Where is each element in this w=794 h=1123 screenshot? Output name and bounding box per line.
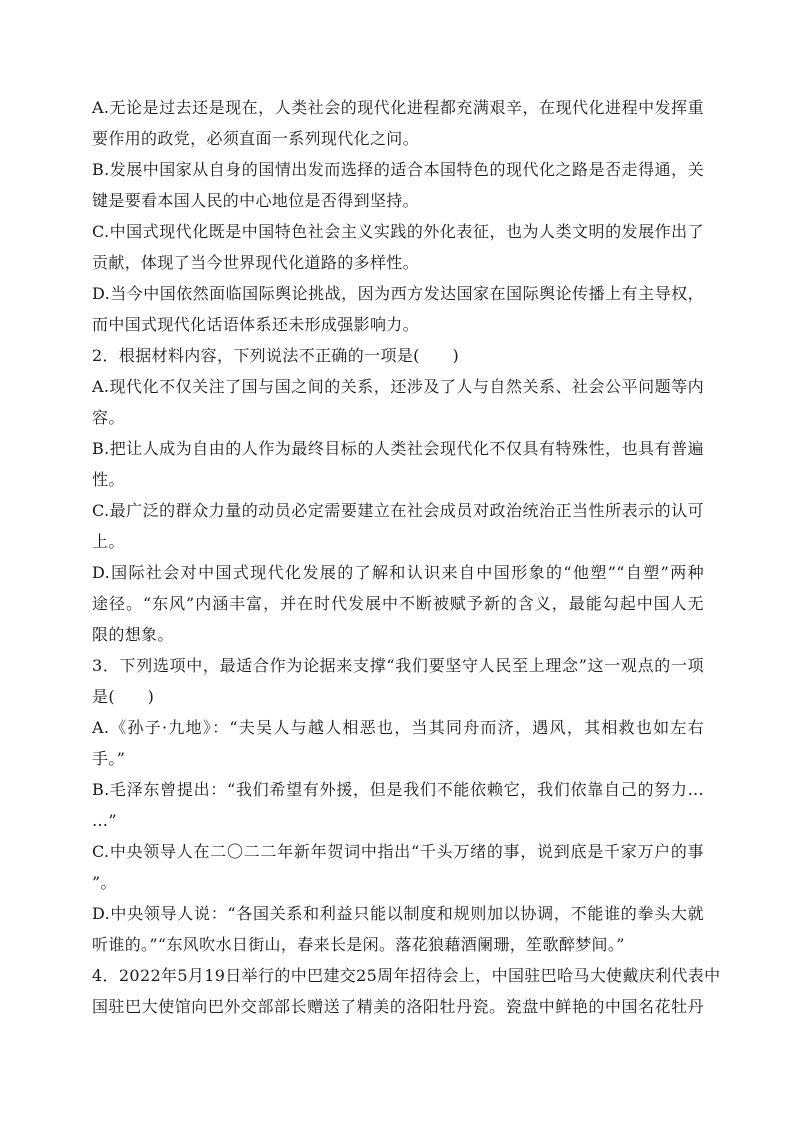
text-line: A.现代化不仅关注了国与国之间的关系，还涉及了人与自然关系、社会公平问题等内 xyxy=(92,377,704,396)
text-line: 手。” xyxy=(92,749,126,768)
text-line: 限的想象。 xyxy=(92,625,174,644)
text-line: 性。 xyxy=(92,470,125,489)
text-line: 贡献，体现了当今世界现代化道路的多样性。 xyxy=(92,253,420,272)
text-line: C.中央领导人在二〇二二年新年贺词中指出“千头万绪的事，说到底是千家万户的事 xyxy=(92,842,704,861)
text-line: 容。 xyxy=(92,408,125,427)
text-line: 要作用的政党，必须直面一系列现代化之问。 xyxy=(92,129,420,148)
question-stem: 3．下列选项中，最适合作为论据来支撑“我们要坚守人民至上理念”这一观点的一项 xyxy=(92,656,704,675)
text-line: B.把让人成为自由的人作为最终目标的人类社会现代化不仅具有特殊性，也具有普遍 xyxy=(92,439,704,458)
text-line: 是( ) xyxy=(92,687,155,706)
question-stem: 2．根据材料内容，下列说法不正确的一项是( ) xyxy=(92,346,460,365)
document-page xyxy=(92,92,721,1022)
text-line: 国驻巴大使馆向巴外交部部长赠送了精美的洛阳牡丹瓷。瓷盘中鲜艳的中国名花牡丹 xyxy=(92,997,704,1016)
text-line: A.无论是过去还是现在，人类社会的现代化进程都充满艰辛，在现代化进程中发挥重 xyxy=(92,98,704,117)
text-line: 途径。“东风”内涵丰富，并在时代发展中不断被赋予新的含义，最能勾起中国人无 xyxy=(92,594,704,613)
text-line: ”。 xyxy=(92,873,117,892)
text-line: 键是要看本国人民的中心地位是否得到坚持。 xyxy=(92,191,420,210)
question-stem: 4．2022年5月19日举行的中巴建交25周年招待会上，中国驻巴哈马大使戴庆利代表中 xyxy=(92,966,721,985)
text-line: 听谁的。”“东风吹水日街山，春来长是闲。落花狼藉酒阑珊，笙歌醉梦间。” xyxy=(92,935,625,954)
text-line: …” xyxy=(92,811,117,830)
text-line: B.毛泽东曾提出：“我们希望有外援，但是我们不能依赖它，我们依靠自己的努力… xyxy=(92,780,704,799)
text-line: D.中央领导人说：“各国关系和利益只能以制度和规则加以协调，不能谁的拳头大就 xyxy=(92,904,704,923)
text-line: C.中国式现代化既是中国特色社会主义实践的外化表征，也为人类文明的发展作出了 xyxy=(92,222,704,241)
text-line: B.发展中国家从自身的国情出发而选择的适合本国特色的现代化之路是否走得通，关 xyxy=(92,160,704,179)
text-line: 而中国式现代化话语体系还未形成强影响力。 xyxy=(92,315,420,334)
text-line: C.最广泛的群众力量的动员必定需要建立在社会成员对政治统治正当性所表示的认可 xyxy=(92,501,704,520)
text-line: 上。 xyxy=(92,532,125,551)
text-line: A.《孙子·九地》：“夫吴人与越人相恶也，当其同舟而济，遇风，其相救也如左右 xyxy=(92,718,704,737)
text-line: D.当今中国依然面临国际舆论挑战，因为西方发达国家在国际舆论传播上有主导权， xyxy=(92,284,704,303)
text-line: D.国际社会对中国式现代化发展的了解和认识来自中国形象的“他塑”“自塑”两种 xyxy=(92,563,704,582)
